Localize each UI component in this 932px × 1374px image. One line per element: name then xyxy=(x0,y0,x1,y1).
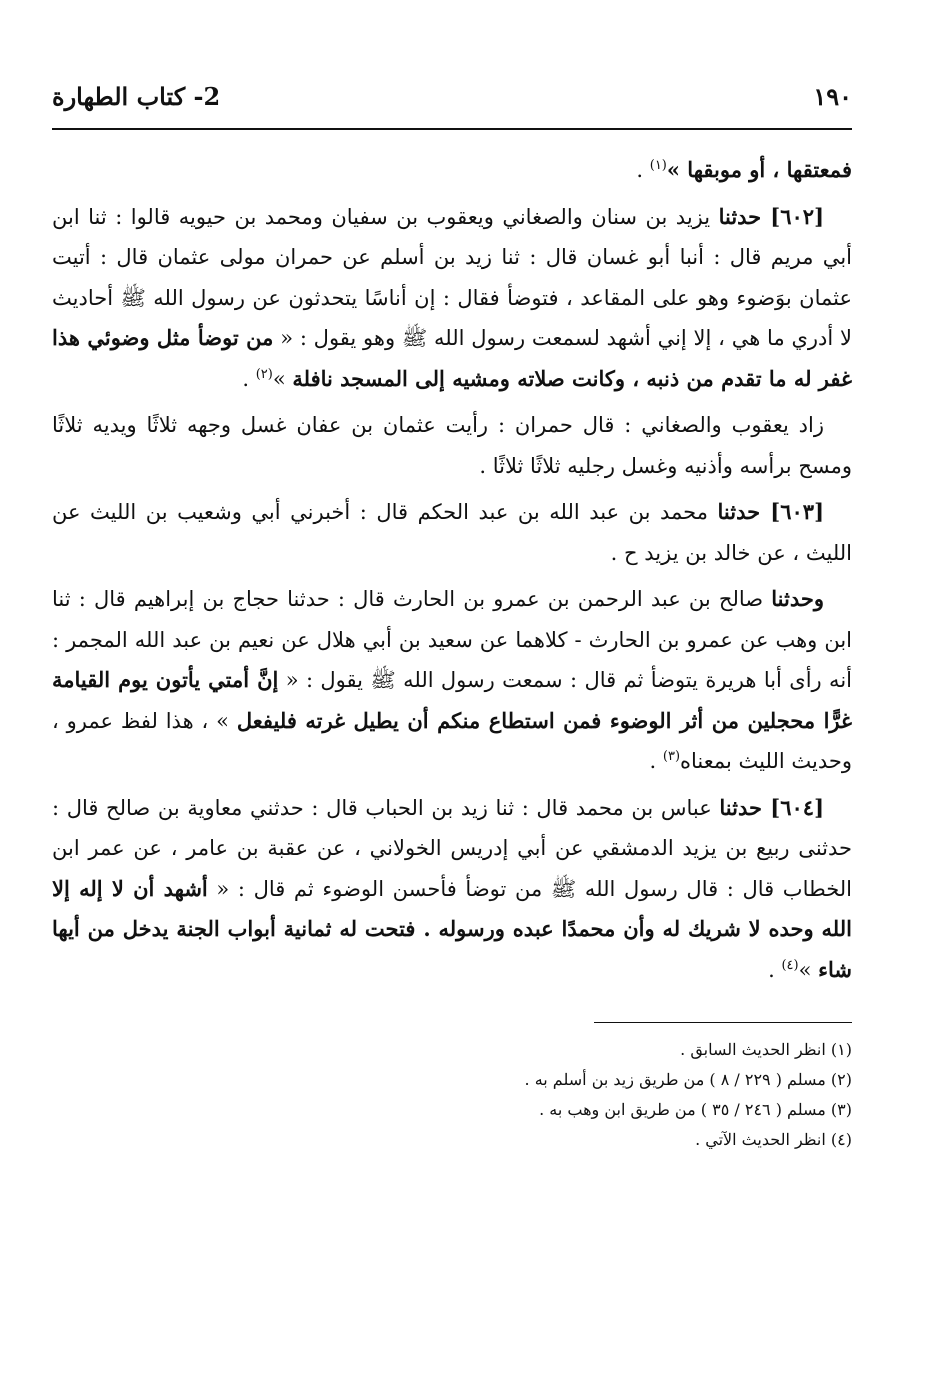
footnote-marker: (٢) xyxy=(255,366,273,382)
paragraph xyxy=(52,405,852,486)
text-run: » xyxy=(798,957,819,982)
text-run: زاد يعقوب والصغاني : قال حمران : رأيت عثمان بن عفان غسل وجهه ثلاثًا ويديه ثلاثًا ومسح برأسه وأذنيه وغسل رجليه ثلاثًا ثلاثًا . xyxy=(52,413,852,478)
footnotes xyxy=(52,1022,852,1155)
text-run: محمد بن عبد الله بن عبد الحكم قال : أخبرني أبي وشعيب بن الليث عن الليث ، عن خالد بن يزيد ح . xyxy=(52,500,852,565)
footnote-divider xyxy=(594,1022,852,1023)
footnote-marker: (١) xyxy=(649,158,667,173)
footnote: (١) انظر الحديث السابق . xyxy=(680,1040,852,1059)
footnote: (٢) مسلم ( ٢٢٩ / ٨ ) من طريق زيد بن أسلم به . xyxy=(524,1070,852,1089)
text-run: . xyxy=(636,158,650,182)
paragraph xyxy=(52,579,852,782)
text-run: عباس بن محمد قال : ثنا زيد بن الحباب قال : حدثني معاوية بن صالح قال : حدثنى ربيع بن يزيد الدمشقي عن أبي إدريس الخولاني ، عن عقبة بن عامر ، عن عمر ابن الخطاب قال : قال رسول الله ﷺ من توضأ فأحسن الوضوء ثم قال : « xyxy=(52,795,852,901)
chapter-title: 2- كتاب الطهارة xyxy=(52,82,221,111)
bold-text: فمعتقها ، أو موبقها » xyxy=(666,157,852,182)
text-run: » xyxy=(272,366,293,391)
text-run: . xyxy=(649,749,663,773)
book-page xyxy=(52,82,852,1155)
bold-text: وحدثنا xyxy=(771,586,824,611)
text-run: » ، هذا لفظ عمرو ، وحديث الليث بمعناه xyxy=(52,708,852,773)
text-run: يزيد بن سنان والصغاني ويعقوب بن سفيان ومحمد بن حيويه قالوا : ثنا ابن أبي مريم قال : أنبا أبو غسان قال : ثنا زيد بن أسلم عن حمران مولى عثمان قال : أتيت عثمان بوَضوء وهو على المقاعد ، فتوضأ فقال : إن أناسًا يتحدثون عن رسول الله ﷺ أحاديث لا أدري ما هي ، إلا إني أشهد لسمعت رسول الله ﷺ وهو يقول : « xyxy=(52,204,852,350)
bold-text: أشهد أن لا إله إلا الله وحده لا شريك له وأن محمدًا عبده ورسوله . فتحت له ثمانية أبواب الجنة يدخل من أيها شاء xyxy=(52,875,852,982)
footnote: (٤) انظر الحديث الآتي . xyxy=(695,1130,852,1149)
footnote-marker: (٤) xyxy=(781,957,799,973)
paragraph xyxy=(52,492,852,573)
text-run: . xyxy=(768,957,782,982)
bold-text: [٦٠٢] حدثنا xyxy=(718,203,824,229)
paragraph xyxy=(52,788,852,991)
bold-text: [٦٠٣] حدثنا xyxy=(717,499,824,524)
bold-text: [٦٠٤] حدثنا xyxy=(719,794,824,820)
footnote: (٣) مسلم ( ٢٤٦ / ٣٥ ) من طريق ابن وهب به . xyxy=(539,1100,852,1119)
text-run: . xyxy=(242,366,256,391)
hadith-text xyxy=(52,150,852,990)
bold-text: من توضأ مثل وضوئي هذا غفر له ما تقدم من ذنبه ، وكانت صلاته ومشيه إلى المسجد نافلة xyxy=(52,325,852,391)
text-run: صالح بن عبد الرحمن بن عمرو بن الحارث قال : حدثنا حجاج بن إبراهيم قال : ثنا ابن وهب عن عمرو بن الحارث - كلاهما عن سعيد بن أبي هلال عن نعيم بن عبد الله المجمر : أنه رأى أبا هريرة يتوضأ ثم قال : سمعت رسول الله ﷺ يقول : « xyxy=(52,587,852,692)
page-number: ١٩٠ xyxy=(813,82,852,111)
paragraph xyxy=(52,197,852,400)
page-header xyxy=(52,82,852,130)
paragraph xyxy=(52,150,852,191)
bold-text: إنَّ أمتي يأتون يوم القيامة غرًّا محجلين من أثر الوضوء فمن استطاع منكم أن يطيل غرته فليفعل xyxy=(52,667,852,733)
footnote-marker: (٣) xyxy=(662,749,681,764)
